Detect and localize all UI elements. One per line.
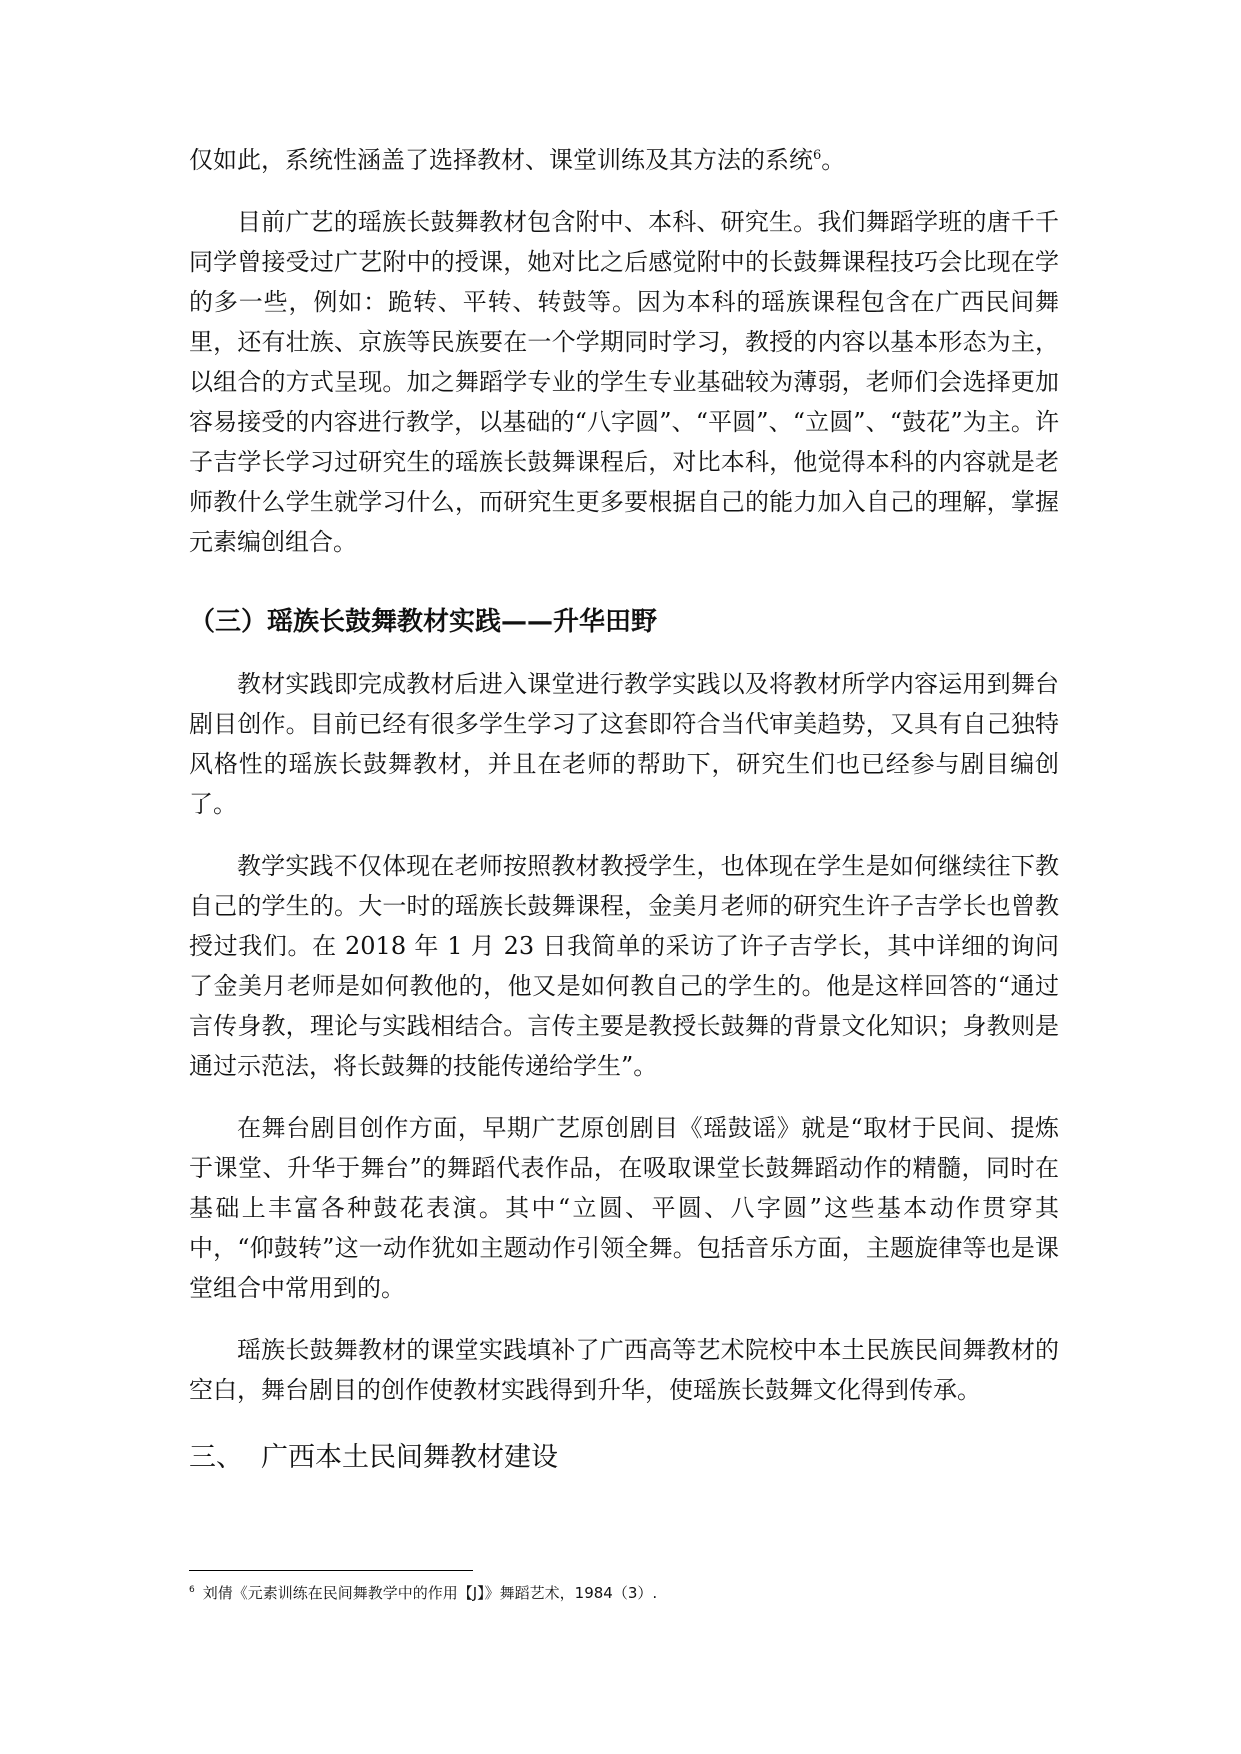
paragraph: 瑶族长鼓舞教材的课堂实践填补了广西高等艺术院校中本土民族民间舞教材的空白，舞台剧目的创作使教材实践得到升华，使瑶族长鼓舞文化得到传承。 (189, 1336, 1059, 1404)
paragraph-text: 仅如此，系统性涵盖了选择教材、课堂训练及其方法的系统 (189, 146, 813, 174)
footnote-divider (189, 1570, 473, 1571)
section-title: 广西本土民间舞教材建设 (261, 1442, 558, 1473)
footnote-reference[interactable]: 6 (813, 148, 822, 163)
paragraph: 在舞台剧目创作方面，早期广艺原创剧目《瑶鼓谣》就是“取材于民间、提炼于课堂、升华于舞台”的舞蹈代表作品，在吸取课堂长鼓舞蹈动作的精髓，同时在基础上丰富各种鼓花表演。其中“立圆、平圆、八字圆”这些基本动作贯穿其中，“仰鼓转”这一动作犹如主题动作引领全舞。包括音乐方面，主题旋律等也是课堂组合中常用到的。 (189, 1114, 1059, 1302)
footnote (189, 1582, 1059, 1604)
footnote-marker: 6 (189, 1585, 195, 1595)
paragraph-end-punctuation: 。 (821, 146, 846, 174)
paragraph: 目前广艺的瑶族长鼓舞教材包含附中、本科、研究生。我们舞蹈学班的唐千千同学曾接受过广艺附中的授课，她对比之后感觉附中的长鼓舞课程技巧会比现在学的多一些，例如：跪转、平转、转鼓等。因为本科的瑶族课程包含在广西民间舞里，还有壮族、京族等民族要在一个学期同时学习，教授的内容以基本形态为主，以组合的方式呈现。加之舞蹈学专业的学生专业基础较为薄弱，老师们会选择更加容易接受的内容进行教学，以基础的“八字圆”、“平圆”、“立圆”、“鼓花”为主。许子吉学长学习过研究生的瑶族长鼓舞课程后，对比本科，他觉得本科的内容就是老师教什么学生就学习什么，而研究生更多要根据自己的能力加入自己的理解，掌握元素编创组合。 (189, 208, 1059, 556)
section-heading (189, 1438, 1059, 1478)
paragraph: 教材实践即完成教材后进入课堂进行教学实践以及将教材所学内容运用到舞台剧目创作。目前已经有很多学生学习了这套即符合当代审美趋势，又具有自己独特风格性的瑶族长鼓舞教材，并且在老师的帮助下，研究生们也已经参与剧目编创了。 (189, 670, 1059, 818)
section-number: 三、 (189, 1442, 243, 1473)
section-subheading: （三）瑶族长鼓舞教材实践——升华田野 (189, 607, 658, 637)
document-body (189, 140, 1059, 1478)
footnote-text: 刘倩《元素训练在民间舞教学中的作用【J】》舞蹈艺术，1984（3）. (202, 1584, 658, 1602)
paragraph-continuation (189, 140, 1059, 180)
paragraph: 教学实践不仅体现在老师按照教材教授学生，也体现在学生是如何继续往下教自己的学生的。大一时的瑶族长鼓舞课程，金美月老师的研究生许子吉学长也曾教授过我们。在 2018 年 1 月 23 日我简单的采访了许子吉学长，其中详细的询问了金美月老师是如何教他的，他又是如何教自己的学生的。他是这样回答的“通过言传身教，理论与实践相结合。言传主要是教授长鼓舞的背景文化知识；身教则是通过示范法，将长鼓舞的技能传递给学生”。 (189, 852, 1059, 1080)
